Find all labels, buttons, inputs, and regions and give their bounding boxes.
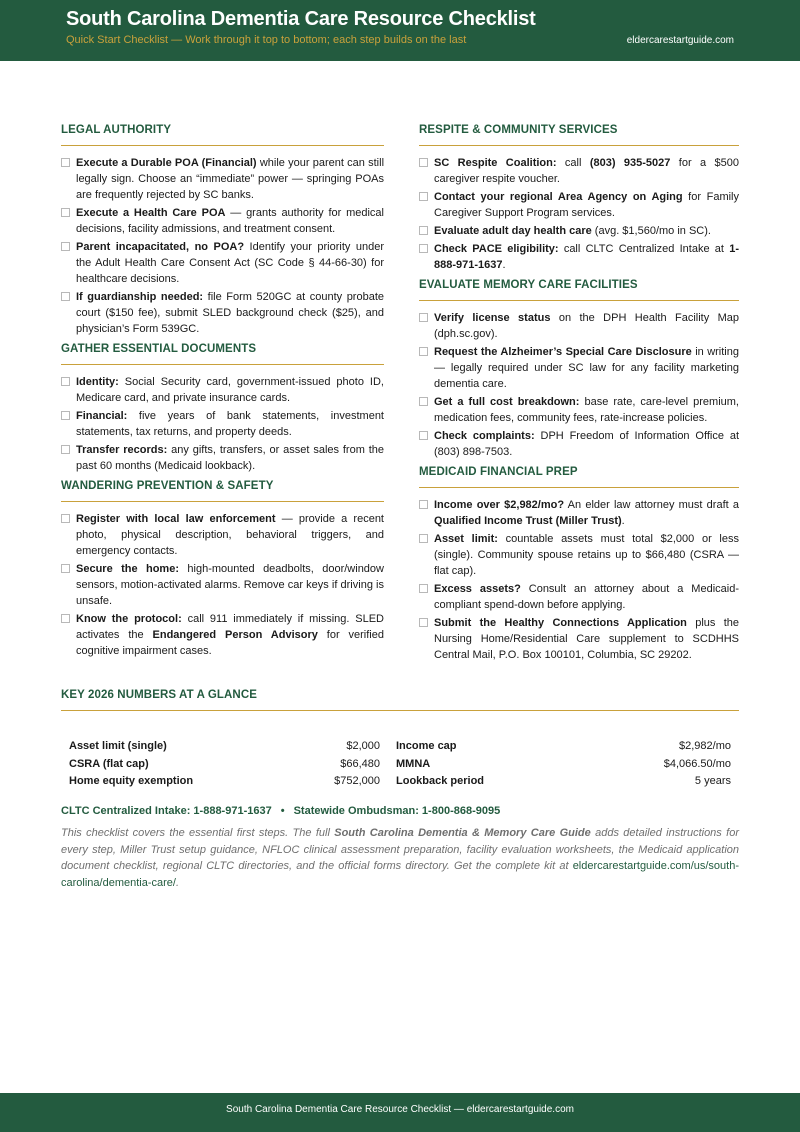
checkbox[interactable]	[419, 534, 428, 543]
numbers-row	[69, 756, 731, 774]
guide-title: South Carolina Dementia & Memory Care Guide	[334, 827, 591, 839]
checkbox[interactable]	[419, 192, 428, 201]
checklist-item: If guardianship needed: file Form 520GC at county probate court ($150 fee), submit SLED background check ($25), and physician’s Form 539GC.	[61, 289, 384, 337]
checklist-item: Know the protocol: call 911 immediately if missing. SLED activates the Endangered Person Advisory for verified cognitive impairment cases.	[61, 611, 384, 659]
header-site: eldercarestartguide.com	[626, 35, 734, 46]
number-value: $752,000	[334, 775, 380, 787]
checkbox[interactable]	[419, 226, 428, 235]
checkbox[interactable]	[61, 242, 70, 251]
checkbox[interactable]	[61, 564, 70, 573]
documents-section	[61, 343, 384, 474]
left-column	[61, 124, 384, 665]
number-value: 5 years	[694, 775, 731, 787]
number-label: Lookback period	[396, 775, 485, 787]
checklist-item: Financial: five years of bank statements, investment statements, tax returns, and property deeds.	[61, 408, 384, 440]
ombudsman-phone[interactable]: Statewide Ombudsman: 1-800-868-9095	[293, 805, 501, 817]
right-column	[419, 124, 739, 669]
checklist-item: Identity: Social Security card, government-issued photo ID, Medicare card, and private insurance cards.	[61, 374, 384, 406]
number-label: Home equity exemption	[69, 775, 194, 787]
section-title: WANDERING PREVENTION & SAFETY	[61, 480, 384, 502]
memory-care-section	[419, 279, 739, 460]
section-title: RESPITE & COMMUNITY SERVICES	[419, 124, 739, 146]
section-title: GATHER ESSENTIAL DOCUMENTS	[61, 343, 384, 365]
page-title: South Carolina Dementia Care Resource Checklist	[66, 8, 536, 30]
numbers-row	[69, 738, 731, 756]
checkbox[interactable]	[61, 614, 70, 623]
checklist-item: Execute a Health Care POA — grants authority for medical decisions, facility admissions, and treatment consent.	[61, 205, 384, 237]
checklist-item: Execute a Durable POA (Financial) while your parent can still legally sign. Choose an “immediate” power — springing POAs are frequently rejected by SC banks.	[61, 155, 384, 203]
wandering-section	[61, 480, 384, 659]
checklist-item: Verify license status on the DPH Health Facility Map (dph.sc.gov).	[419, 310, 739, 342]
checklist-item: Contact your regional Area Agency on Aging for Family Caregiver Support Program services.	[419, 189, 739, 221]
checkbox[interactable]	[61, 292, 70, 301]
footer-text: South Carolina Dementia Care Resource Checklist — eldercarestartguide.com	[226, 1104, 574, 1115]
checklist-item: Submit the Healthy Connections Application plus the Nursing Home/Residential Care supplement to SCDHHS Central Mail, P.O. Box 100101, Columbia, SC 29202.	[419, 615, 739, 663]
contact-line	[61, 805, 500, 817]
number-value: $4,066.50/mo	[663, 757, 731, 770]
checkbox[interactable]	[419, 397, 428, 406]
checklist-item: Excess assets? Consult an attorney about a Medicaid-compliant spend-down before applying.	[419, 581, 739, 613]
checklist-item: Evaluate adult day health care (avg. $1,560/mo in SC).	[419, 223, 739, 239]
number-value: $2,982/mo	[679, 740, 731, 752]
checkbox[interactable]	[61, 514, 70, 523]
checkbox[interactable]	[419, 158, 428, 167]
checklist-item: Transfer records: any gifts, transfers, or asset sales from the past 60 months (Medicaid lookback).	[61, 442, 384, 474]
section-title: MEDICAID FINANCIAL PREP	[419, 466, 739, 488]
legal-authority-section	[61, 124, 384, 337]
number-label: MMNA	[396, 757, 431, 770]
numbers-row	[69, 773, 731, 791]
checkbox[interactable]	[61, 411, 70, 420]
checkbox[interactable]	[419, 618, 428, 627]
checkbox[interactable]	[61, 158, 70, 167]
checklist-item: Parent incapacitated, no POA? Identify your priority under the Adult Health Care Consent Act (SC Code § 44-66-30) for healthcare decisions.	[61, 239, 384, 287]
section-title: LEGAL AUTHORITY	[61, 124, 384, 146]
number-label: CSRA (flat cap)	[69, 757, 149, 770]
checklist-item: Check complaints: DPH Freedom of Information Office at (803) 898-7503.	[419, 428, 739, 460]
checklist-item: Get a full cost breakdown: base rate, care-level premium, medication fees, community fees, rate-increase policies.	[419, 394, 739, 426]
page-subtitle: Quick Start Checklist — Work through it top to bottom; each step builds on the last	[66, 34, 467, 46]
separator-dot: •	[280, 805, 285, 817]
footnote: This checklist covers the essential first steps. The full South Carolina Dementia & Memory Care Guide adds detailed instructions for every step, Miller Trust setup guidance, NFLOC clinical assessment preparation, facility evaluation worksheets, the Medicaid application document checklist, regional CLTC directories, and the official forms directory. Get the complete kit at eldercarestartguide.com/us/south-carolina/dementia-care/.	[61, 827, 739, 889]
number-label: Asset limit (single)	[69, 740, 167, 752]
checkbox[interactable]	[419, 584, 428, 593]
cltc-intake-phone[interactable]: CLTC Centralized Intake: 1-888-971-1637	[61, 805, 272, 817]
checklist-item: Register with local law enforcement — provide a recent photo, physical description, behavioral triggers, and emergency contacts.	[61, 511, 384, 559]
section-title: EVALUATE MEMORY CARE FACILITIES	[419, 279, 739, 301]
page-header	[0, 0, 800, 61]
checkbox[interactable]	[419, 347, 428, 356]
guide-link[interactable]: eldercarestartguide.com/us/south-carolina/dementia-care/	[61, 860, 739, 889]
key-numbers-section	[61, 689, 739, 711]
key-numbers-table	[69, 738, 731, 791]
checkbox[interactable]	[61, 445, 70, 454]
checkbox[interactable]	[419, 244, 428, 253]
checkbox[interactable]	[61, 208, 70, 217]
checkbox[interactable]	[419, 313, 428, 322]
medicaid-section	[419, 466, 739, 663]
page-footer	[0, 1093, 800, 1132]
checkbox[interactable]	[419, 500, 428, 509]
checkbox[interactable]	[61, 377, 70, 386]
checkbox[interactable]	[419, 431, 428, 440]
number-label: Income cap	[396, 740, 457, 752]
number-value: $2,000	[346, 740, 380, 752]
checklist-item: Secure the home: high-mounted deadbolts, door/window sensors, motion-activated alarms. Remove car keys if driving is unsafe.	[61, 561, 384, 609]
respite-section	[419, 124, 739, 273]
number-value: $66,480	[340, 757, 380, 770]
checklist-item: Asset limit: countable assets must total $2,000 or less (single). Community spouse retains up to $66,480 (CSRA — flat cap).	[419, 531, 739, 579]
section-title: KEY 2026 NUMBERS AT A GLANCE	[61, 689, 739, 711]
checklist-item: Income over $2,982/mo? An elder law attorney must draft a Qualified Income Trust (Miller Trust).	[419, 497, 739, 529]
checklist-item: Check PACE eligibility: call CLTC Centralized Intake at 1-888-971-1637.	[419, 241, 739, 273]
checklist-item: SC Respite Coalition: call (803) 935-5027 for a $500 caregiver respite voucher.	[419, 155, 739, 187]
checklist-item: Request the Alzheimer’s Special Care Disclosure in writing — legally required under SC law for any facility marketing dementia care.	[419, 344, 739, 392]
